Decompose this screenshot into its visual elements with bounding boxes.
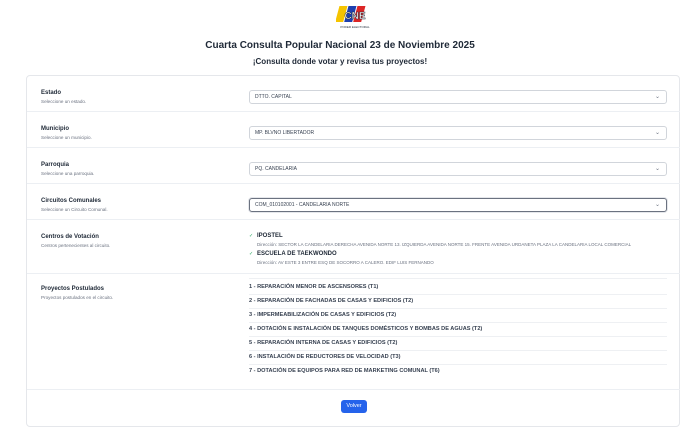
divider bbox=[249, 294, 667, 295]
section-help: Centros pertenecientes al circuito. bbox=[41, 243, 111, 248]
cne-logo bbox=[336, 4, 374, 30]
divider bbox=[249, 322, 667, 323]
project-item: 4 - DOTACIÓN E INSTALACIÓN DE TANQUES DOMÉSTICOS Y BOMBAS DE AGUAS (T2) bbox=[249, 326, 483, 332]
field-label: Circuitos Comunales bbox=[41, 198, 102, 204]
project-item: 3 - IMPERMEABILIZACIÓN DE CASAS Y EDIFICIOS (T2) bbox=[249, 312, 397, 318]
check-icon: ✓ bbox=[249, 233, 254, 239]
page-subtitle: ¡Consulta donde votar y revisa tus proyectos! bbox=[252, 57, 428, 66]
field-estado bbox=[27, 76, 680, 112]
field-help: Seleccione una parroquia. bbox=[41, 171, 95, 176]
divider bbox=[249, 308, 667, 309]
voting-center-name: ESCUELA DE TAEKWONDO bbox=[257, 251, 337, 257]
field-circuito bbox=[27, 184, 680, 220]
project-item: 5 - REPARACIÓN INTERNA DE CASAS Y EDIFICIOS (T2) bbox=[249, 340, 398, 346]
back-button[interactable]: Volver bbox=[341, 400, 367, 413]
logo-caption: PODER ELECTORAL bbox=[340, 25, 370, 29]
chevron-down-icon: ⌄ bbox=[654, 130, 660, 136]
field-help: Seleccione un Circuito Comunal. bbox=[41, 207, 108, 212]
field-help: Seleccione un municipio. bbox=[41, 135, 92, 140]
voting-center-address: Dirección: SECTOR LA CANDELARIA DERECHA AVENIDA NORTE 13. IZQUIERDA AVENIDA NORTE 15. FRENTE AVENIDA URDANETA PLAZA LA CANDELARIA LOCAL COMERCIAL bbox=[257, 242, 632, 247]
select-value: MP. BLVNO LIBERTADOR bbox=[255, 130, 315, 136]
select-value: PQ. CANDELARIA bbox=[255, 166, 297, 172]
circuito-select[interactable] bbox=[249, 198, 667, 212]
project-item: 6 - INSTALACIÓN DE REDUCTORES DE VELOCIDAD (T3) bbox=[249, 354, 401, 360]
parroquia-select[interactable] bbox=[249, 162, 667, 176]
field-help: Seleccione un estado. bbox=[41, 99, 87, 104]
chevron-down-icon: ⌄ bbox=[654, 166, 660, 172]
divider bbox=[249, 350, 667, 351]
select-value: COM_010102001 - CANDELARIA NORTE bbox=[255, 202, 350, 208]
estado-select[interactable] bbox=[249, 90, 667, 104]
section-help: Proyectos postulados en el circuito. bbox=[41, 295, 114, 300]
divider bbox=[249, 278, 667, 279]
section-label: Proyectos Postulados bbox=[41, 286, 105, 292]
divider bbox=[249, 336, 667, 337]
section-label: Centros de Votación bbox=[41, 234, 99, 240]
field-municipio bbox=[27, 112, 680, 148]
field-label: Estado bbox=[41, 90, 62, 96]
voting-center-address: Dirección: AV ESTE 3 ENTRE ESQ DE SOCORRO A CALERO. EDIF LUIS FERNANDO bbox=[257, 260, 434, 265]
check-icon: ✓ bbox=[249, 251, 254, 257]
consulta-form bbox=[26, 75, 680, 427]
projects-section bbox=[27, 274, 680, 390]
project-item: 7 - DOTACIÓN DE EQUIPOS PARA RED DE MARKETING COMUNAL (T6) bbox=[249, 368, 440, 374]
voting-center-name: IPOSTEL bbox=[257, 233, 283, 239]
divider bbox=[249, 364, 667, 365]
field-parroquia bbox=[27, 148, 680, 184]
project-item: 1 - REPARACIÓN MENOR DE ASCENSORES (T1) bbox=[249, 284, 379, 290]
select-value: DTTO. CAPITAL bbox=[255, 94, 292, 100]
project-item: 2 - REPARACIÓN DE FACHADAS DE CASAS Y EDIFICIOS (T2) bbox=[249, 298, 414, 304]
chevron-down-icon: ⌄ bbox=[654, 202, 660, 208]
chevron-down-icon: ⌄ bbox=[654, 94, 660, 100]
logo-text: CNE bbox=[344, 11, 366, 22]
field-label: Municipio bbox=[41, 126, 69, 132]
voting-centers-section bbox=[27, 220, 680, 274]
municipio-select[interactable] bbox=[249, 126, 667, 140]
field-label: Parroquia bbox=[41, 162, 70, 168]
page-title: Cuarta Consulta Popular Nacional 23 de Noviembre 2025 bbox=[205, 40, 475, 51]
